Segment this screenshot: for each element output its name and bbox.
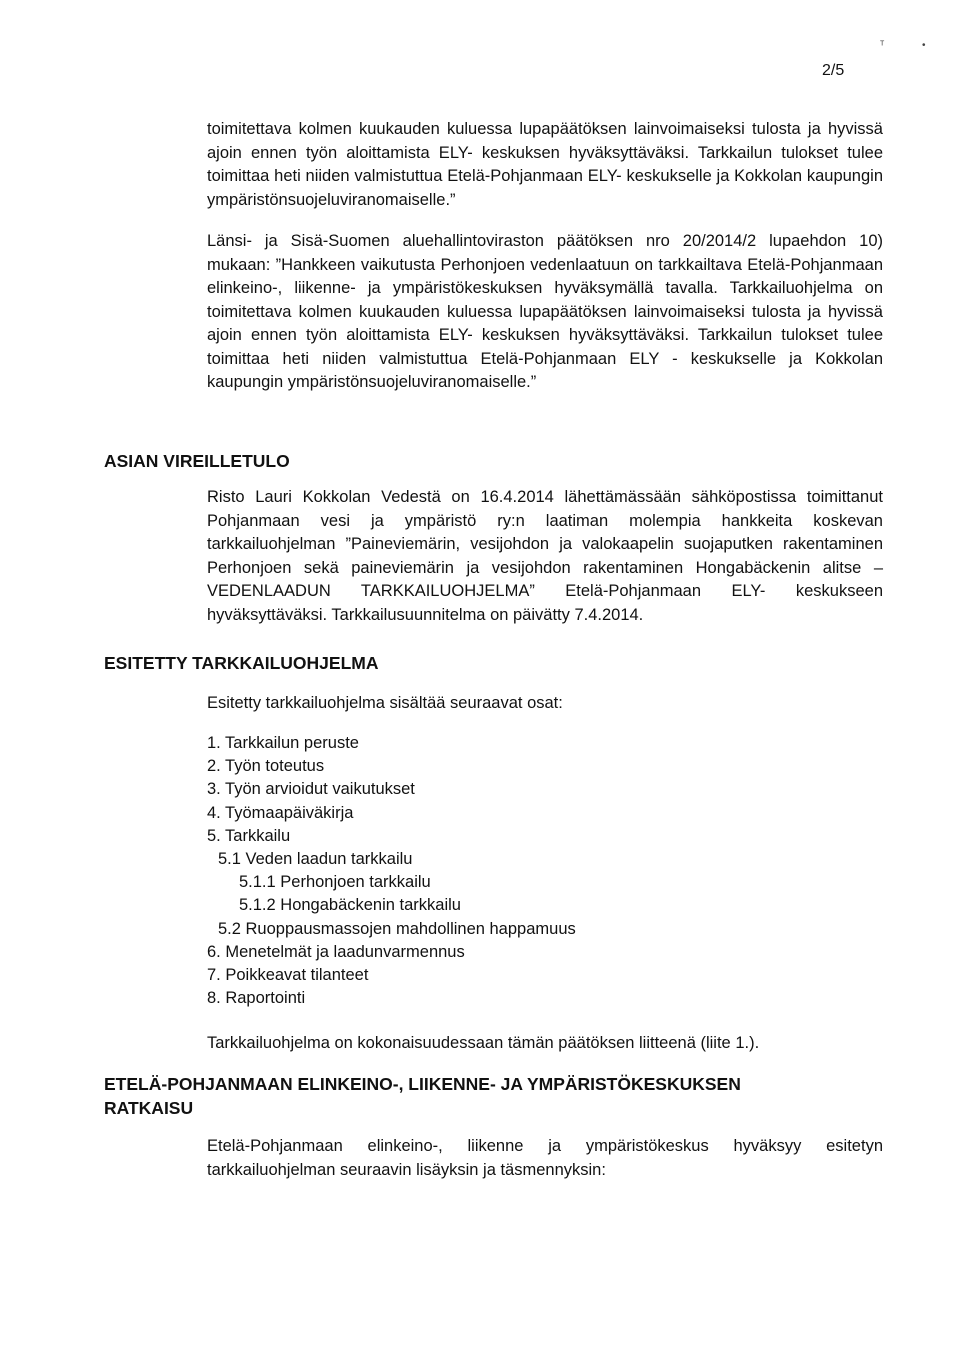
outline-item: 5.2 Ruoppausmassojen mahdollinen happamuus	[218, 919, 576, 938]
paragraph-ely-approval: Etelä-Pohjanmaan elinkeino-, liikenne ja ympäristökeskus hyväksyy esitetyn tarkkailuohjelman seuraavin lisäyksin ja täsmennyksin:	[207, 1137, 883, 1179]
outline-item: 7. Poikkeavat tilanteet	[207, 966, 369, 985]
paragraph-permit-condition: Länsi- ja Sisä-Suomen aluehallintoviraston päätöksen nro 20/2014/2 lupaehdon 10) mukaan: ”Hankkeen vaikutusta Perhonjoen vedenlaatuun on tarkkailtava Etelä-Pohjanmaan elinkeino-, liikenne- ja ympäristökeskuksen hyväksymällä tavalla. Tarkkailuohjelma on toimitettava kolmen kuukauden kuluessa lupapäätöksen lainvoimaiseksi tulosta ja hyvissä ajoin ennen työn aloittamista ELY- keskuksen hyväksyttäväksi. Tarkkailun tulokset tulee toimittaa heti niiden valmistuttua Etelä-Pohjanmaan ELY - keskukselle ja Kokkolan kaupungin ympäristönsuojeluviranomaiselle.”	[207, 232, 883, 391]
corner-dot: •	[922, 40, 926, 51]
heading-ely-decision-line2: RATKAISU	[104, 1097, 194, 1118]
heading-asian-vireilletulo: ASIAN VIREILLETULO	[104, 451, 290, 471]
outline-item: 5. Tarkkailu	[207, 826, 291, 845]
corner-mark: ᵀ	[880, 40, 885, 51]
outline-item: 4. Työmaapäiväkirja	[207, 803, 354, 822]
program-outline-list	[207, 732, 576, 1010]
paragraph-continued-quote: toimitettava kolmen kuukauden kuluessa lupapäätöksen lainvoimaiseksi tulosta ja hyvissä ajoin ennen työn aloittamista ELY- keskuksen hyväksyttäväksi. Tarkkailun tulokset tulee toimittaa heti niiden valmistuttua Etelä-Pohjanmaan ELY- keskukselle ja Kokkolan kaupungin ympäristönsuojeluviranomaiselle.”	[207, 120, 883, 209]
heading-ely-decision-line1: ETELÄ-POHJANMAAN ELINKEINO-, LIIKENNE- JA YMPÄRISTÖKESKUKSEN	[104, 1074, 741, 1094]
outline-item: 6. Menetelmät ja laadunvarmennus	[207, 942, 465, 961]
paragraph-attachment-note: Tarkkailuohjelma on kokonaisuudessaan tämän päätöksen liitteenä (liite 1.).	[207, 1034, 760, 1052]
outline-item: 2. Työn toteutus	[207, 757, 325, 776]
heading-esitetty-tarkkailuohjelma: ESITETTY TARKKAILUOHJELMA	[104, 653, 379, 673]
outline-item: 8. Raportointi	[207, 989, 306, 1008]
outline-item: 1. Tarkkailun peruste	[207, 734, 359, 752]
outline-item: 3. Työn arvioidut vaikutukset	[207, 780, 415, 799]
paragraph-initiation: Risto Lauri Kokkolan Vedestä on 16.4.2014 lähettämässään sähköpostissa toimittanut Pohjanmaan vesi ja ympäristö ry:n laatiman molempia hankkeita koskevan tarkkailuohjelman ”Paineviemärin, vesijohdon ja valokaapelin suojaputken rakentaminen Perhonjoen sekä paineviemärin ja vesijohdon rakentaminen Hongabäckenin alitse – VEDENLAADUN TARKKAILUOHJELMA” Etelä-Pohjanmaan ELY- keskukseen hyväksyttäväksi. Tarkkailusuunnitelma on päivätty 7.4.2014.	[207, 488, 883, 624]
heading-ely-decision	[104, 1073, 844, 1120]
outline-item: 5.1.1 Perhonjoen tarkkailu	[239, 873, 431, 892]
page-number: 2/5	[822, 62, 845, 79]
outline-item: 5.1.2 Hongabäckenin tarkkailu	[239, 896, 461, 915]
paragraph-program-contents: Esitetty tarkkailuohjelma sisältää seuraavat osat:	[207, 694, 563, 712]
outline-item: 5.1 Veden laadun tarkkailu	[218, 850, 413, 869]
